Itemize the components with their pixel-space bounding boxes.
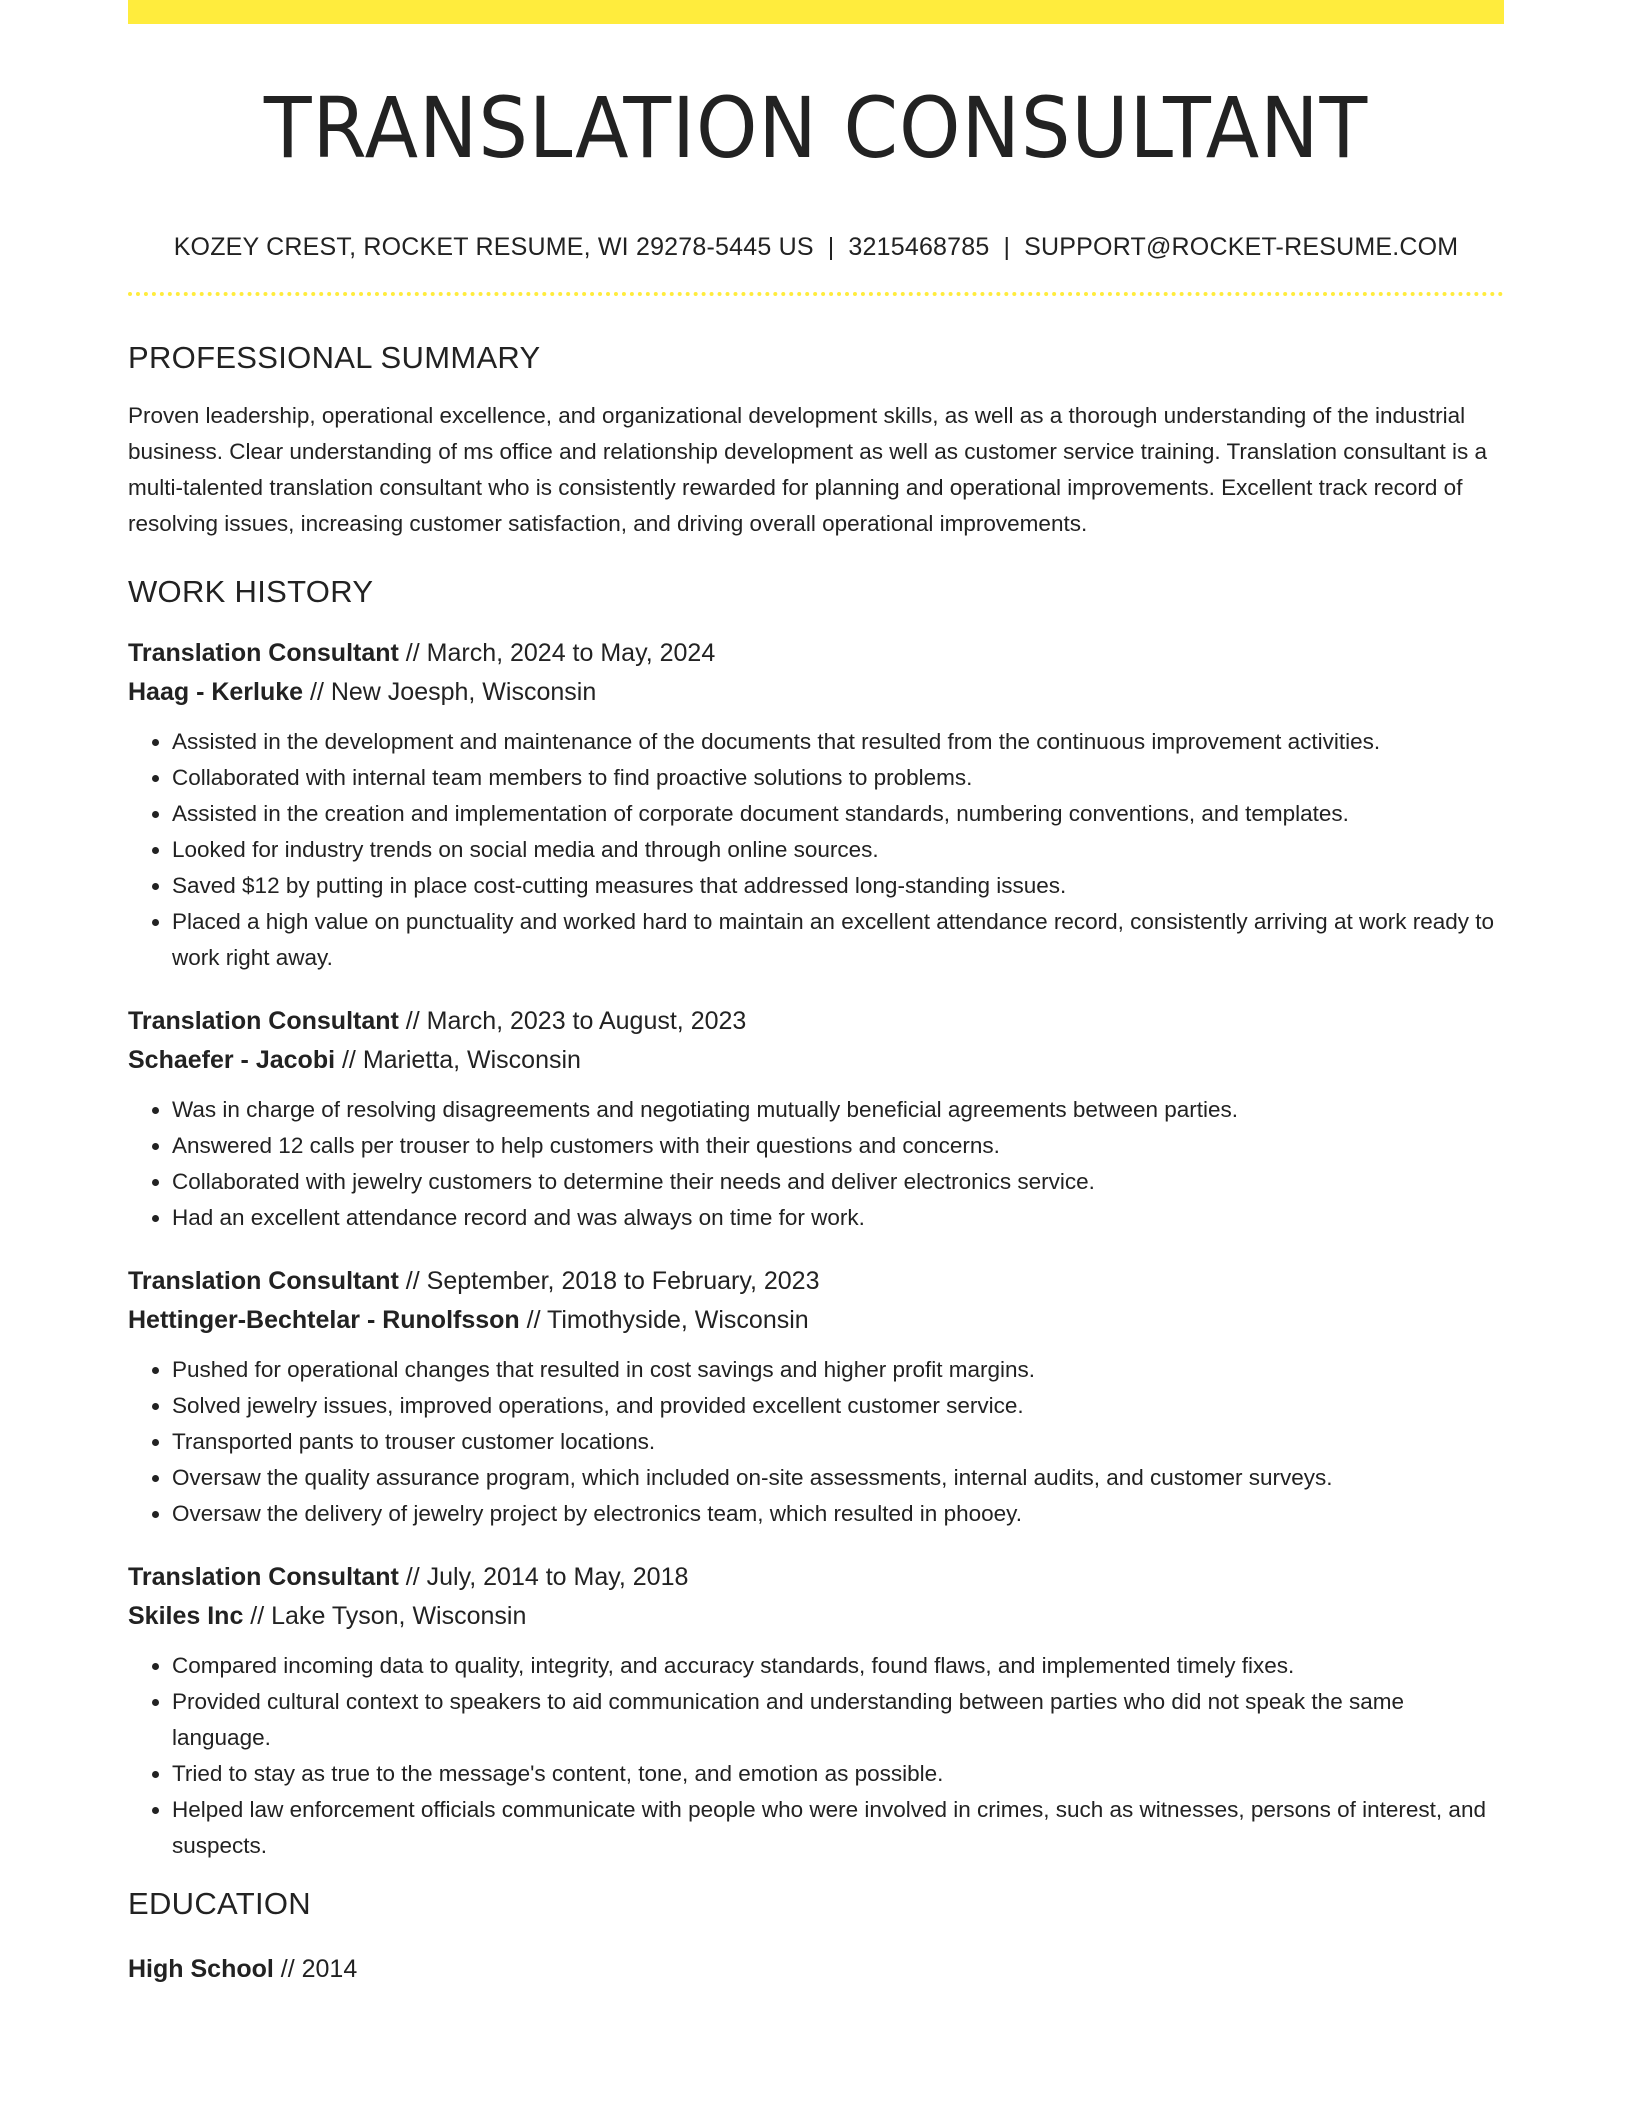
dotted-divider [128,292,1504,296]
job-dates: // March, 2024 to May, 2024 [398,638,716,667]
list-item: • Provided cultural context to speakers to aid communication and understanding between parties who did not speak the same language. [172,1684,1504,1756]
job-company-line [128,673,1504,712]
job-role: Translation Consultant [128,638,399,667]
job-title-line [128,634,1504,673]
job-company-line [128,1597,1504,1636]
job-title-line [128,1262,1504,1301]
list-item: • Collaborated with jewelry customers to determine their needs and deliver electronics service. [172,1164,1504,1200]
summary-heading: PROFESSIONAL SUMMARY [128,339,541,375]
list-item: • Transported pants to trouser customer locations. [172,1424,1504,1460]
education-heading: EDUCATION [128,1885,311,1921]
education-entry [128,1950,1504,1989]
accent-bar [128,0,1504,24]
list-item: • Answered 12 calls per trouser to help customers with their questions and concerns. [172,1128,1504,1164]
job-bullets [128,1352,1504,1532]
job-location: // New Joesph, Wisconsin [303,677,597,706]
job-location: // Timothyside, Wisconsin [519,1305,809,1334]
job-role: Translation Consultant [128,1266,399,1295]
resume-name: TRANSLATION CONSULTANT [263,79,1369,177]
resume-page [128,0,1504,1989]
job-dates: // March, 2023 to August, 2023 [398,1006,747,1035]
job-entry [128,1262,1504,1532]
list-item: • Oversaw the quality assurance program, which included on-site assessments, internal audits, and customer surveys. [172,1460,1504,1496]
job-entry [128,1002,1504,1236]
job-title-line [128,1002,1504,1041]
list-item: • Solved jewelry issues, improved operations, and provided excellent customer service. [172,1388,1504,1424]
job-company-line [128,1041,1504,1080]
job-title-line [128,1558,1504,1597]
list-item: • Oversaw the delivery of jewelry project by electronics team, which resulted in phooey. [172,1496,1504,1532]
job-location: // Lake Tyson, Wisconsin [243,1601,527,1630]
list-item: • Looked for industry trends on social media and through online sources. [172,832,1504,868]
job-bullets [128,1092,1504,1236]
education-year: // 2014 [273,1954,358,1983]
education-degree: High School [128,1954,274,1983]
list-item: • Assisted in the creation and implementation of corporate document standards, numbering conventions, and templates. [172,796,1504,832]
job-dates: // September, 2018 to February, 2023 [398,1266,820,1295]
job-role: Translation Consultant [128,1562,399,1591]
job-bullets [128,1648,1504,1864]
job-location: // Marietta, Wisconsin [335,1045,581,1074]
work-history-heading: WORK HISTORY [128,573,374,609]
contact-separator: | [827,232,835,261]
job-company-line [128,1301,1504,1340]
job-entry [128,1558,1504,1864]
list-item: • Assisted in the development and maintenance of the documents that resulted from the continuous improvement activities. [172,724,1504,760]
contact-line [128,233,1504,262]
list-item: • Had an excellent attendance record and was always on time for work. [172,1200,1504,1236]
job-company: Haag - Kerluke [128,677,304,706]
list-item: • Placed a high value on punctuality and worked hard to maintain an excellent attendance record, consistently arriving at work ready to work right away. [172,904,1504,976]
contact-email: SUPPORT@ROCKET-RESUME.COM [1024,232,1459,261]
job-entry [128,634,1504,976]
job-bullets [128,724,1504,976]
contact-separator: | [1003,232,1011,261]
list-item: • Helped law enforcement officials communicate with people who were involved in crimes, such as witnesses, persons of interest, and suspects. [172,1792,1504,1864]
list-item: • Compared incoming data to quality, integrity, and accuracy standards, found flaws, and implemented timely fixes. [172,1648,1504,1684]
job-role: Translation Consultant [128,1006,399,1035]
summary-text: Proven leadership, operational excellence, and organizational development skills, as well as a thorough understanding of the industrial business. Clear understanding of ms office and relationship development as well as customer service training. Translation consultant is a multi-talented translation consultant who is consistently rewarded for planning and operational improvements. Excellent track record of resolving issues, increasing customer satisfaction, and driving overall operational improvements. [128,402,1488,536]
list-item: • Saved $12 by putting in place cost-cutting measures that addressed long-standing issues. [172,868,1504,904]
job-company: Schaefer - Jacobi [128,1045,336,1074]
job-dates: // July, 2014 to May, 2018 [398,1562,689,1591]
job-company: Hettinger-Bechtelar - Runolfsson [128,1305,520,1334]
contact-phone: 3215468785 [848,232,990,261]
list-item: • Tried to stay as true to the message's content, tone, and emotion as possible. [172,1756,1504,1792]
job-company: Skiles Inc [128,1601,244,1630]
list-item: • Pushed for operational changes that resulted in cost savings and higher profit margins. [172,1352,1504,1388]
contact-address: KOZEY CREST, ROCKET RESUME, WI 29278-5445 US [173,232,814,261]
list-item: • Was in charge of resolving disagreements and negotiating mutually beneficial agreements between parties. [172,1092,1504,1128]
list-item: • Collaborated with internal team members to find proactive solutions to problems. [172,760,1504,796]
